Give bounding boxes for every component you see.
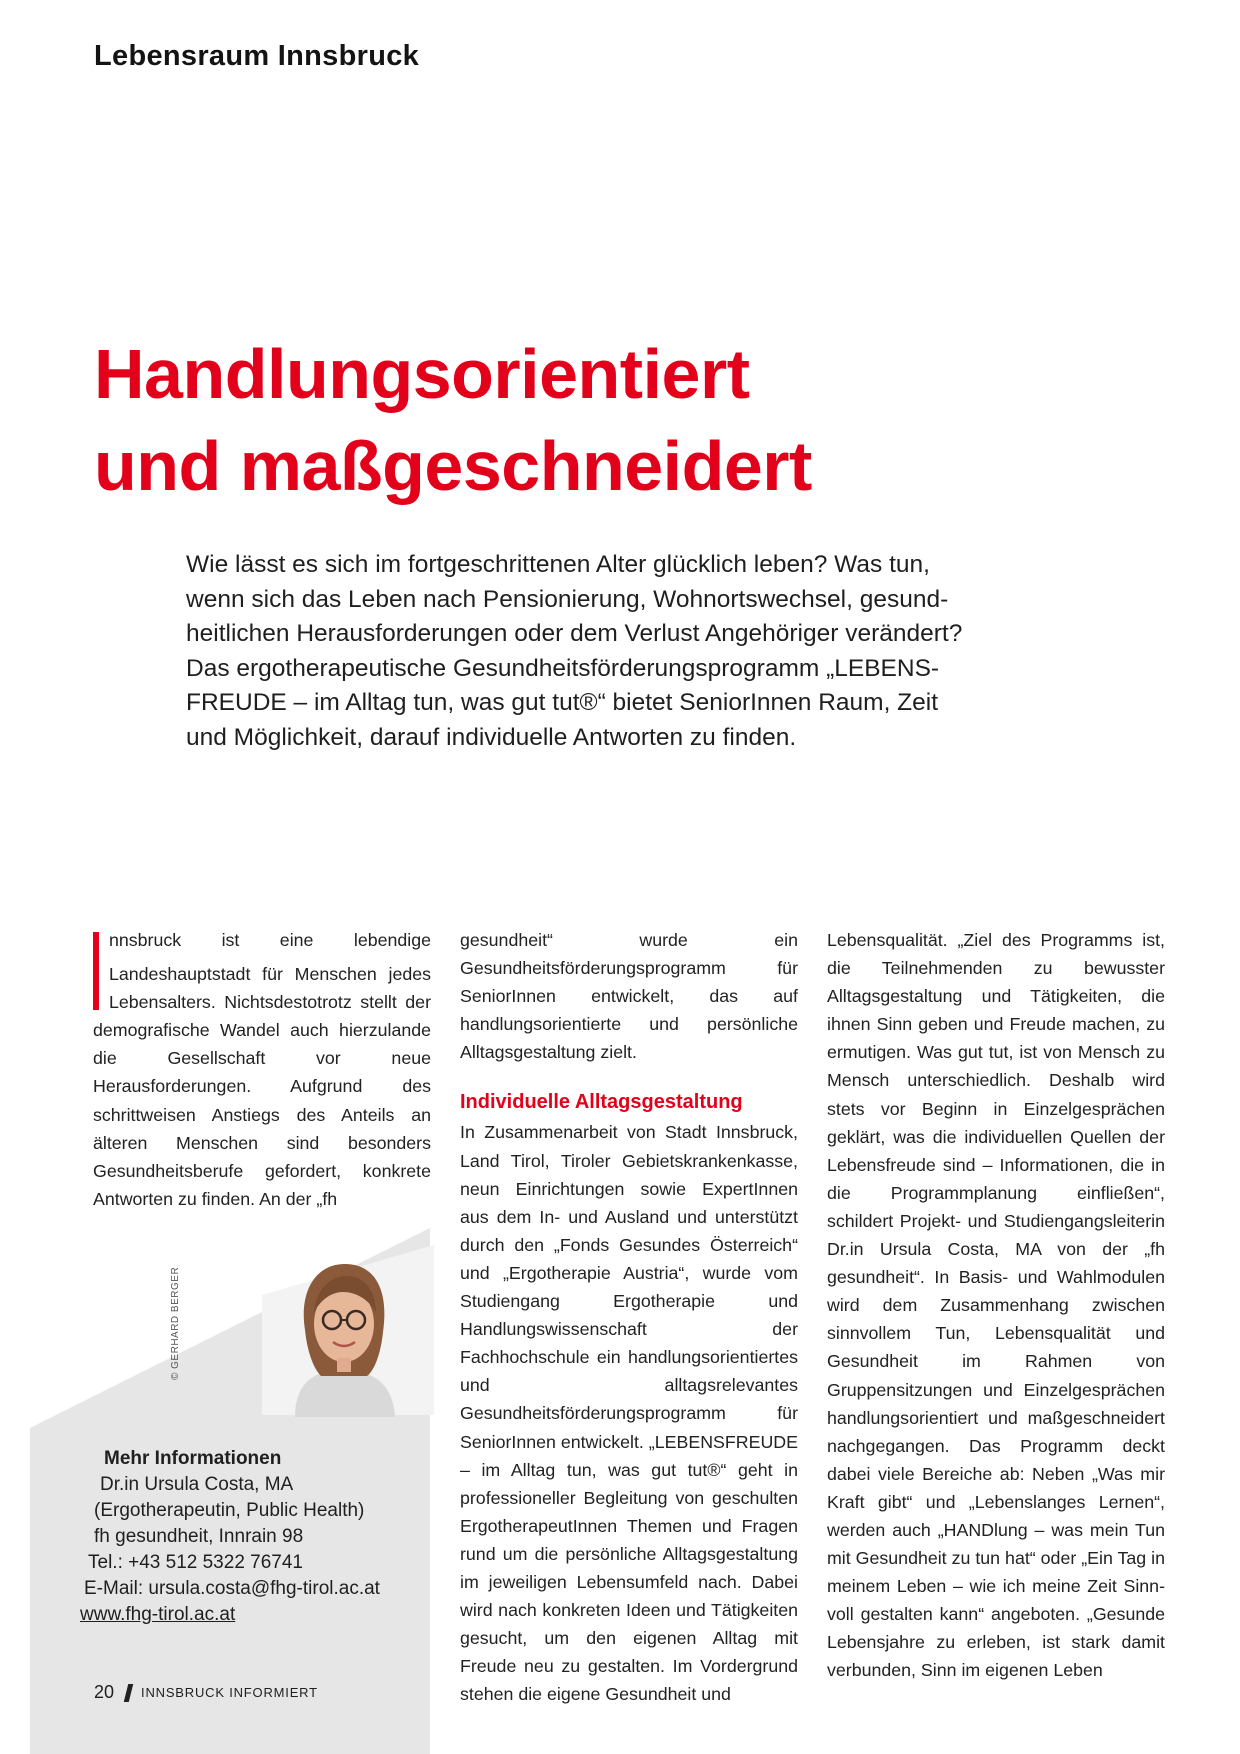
contact-address: fh gesundheit, Innrain 98 [94, 1526, 304, 1547]
lead-line: heitlichen Herausforderungen oder dem Verlust Angehöriger verändert? [186, 620, 963, 647]
website-link[interactable]: www.fhg-tirol.ac.at [80, 1604, 236, 1625]
contact-role: (Ergotherapeutin, Public Health) [94, 1500, 365, 1521]
lead-line: Das ergotherapeutische Gesundheitsförderungsprogramm „LEBENS- [186, 654, 940, 682]
article-column-2 [460, 926, 798, 1708]
column-2-intro: gesundheit“ wurde ein Gesundheitsförderungsprogramm für SeniorInnen entwickelt, das auf handlungsorientierte und persönliche Alltagsgestaltung zielt. [460, 930, 798, 1063]
lead-line: Wie lässt es sich im fortgeschrittenen Alter glücklich leben? Was tun, [186, 551, 930, 578]
headline-line-1: Handlungsorientiert [94, 335, 750, 413]
contact-phone[interactable]: Tel.: +43 512 5322 76741 [88, 1552, 303, 1573]
column-2-body: In Zusammenarbeit von Stadt Innsbruck, Land Tirol, Tiroler Gebietskrankenkasse, neun Einrichtungen sowie ExpertInnen aus dem In- und Ausland und unterstützt durch den „Fonds Gesundes Österreich“ und „Ergotherapie Austria“, wurde vom Studiengang Ergotherapie und Handlungswissenschaft der Fachhochschule ein handlungsorientiertes und alltagsrelevantes Gesundheitsförderungsprogramm für SeniorInnen entwickelt. „LEBENSFREUDE – im Alltag tun, was gut tut®“ geht in professioneller Begleitung von geschulten ErgotherapeutInnen Themen und Fragen rund um die persönliche Alltagsgestaltung im jeweiligen Lebensumfeld nach. Dabei wird nach konkreten Ideen und Tätigkeiten gesucht, um den eigenen Alltag mit Freude neu zu gestalten. Im Vordergrund stehen die eigene Gesundheit und [460, 1122, 798, 1705]
section-label: Lebensraum Innsbruck [94, 40, 420, 72]
subheading: Individuelle Alltagsgestaltung [460, 1091, 743, 1114]
lead-line: wenn sich das Leben nach Pensionierung, Wohnortswechsel, gesund- [186, 585, 949, 613]
contact-email[interactable]: E-Mail: ursula.costa@fhg-tirol.ac.at [84, 1578, 380, 1599]
info-title: Mehr Informationen [104, 1448, 282, 1469]
article-column-1 [93, 926, 431, 1213]
column-1-paragraph [93, 926, 431, 1213]
portrait-photo [255, 1242, 430, 1417]
lead-paragraph [186, 548, 1126, 755]
lead-line: und Möglichkeit, darauf individuelle Antworten zu finden. [186, 723, 797, 751]
article-column-3 [827, 926, 1165, 1685]
magazine-name: INNSBRUCK INFORMIERT [141, 1685, 318, 1700]
column-3-text: Lebensqualität. „Ziel des Programms ist, die Teilnehmenden zu bewusster Alltagsgestaltung und Tätigkeiten, die ihnen Sinn geben und Freude machen, zu ermutigen. Was gut tut, ist von Mensch zu Mensch unterschiedlich. Deshalb wird stets vor Beginn in Einzelgesprächen geklärt, was die individuellen Quellen der Lebensfreude sind – Informationen, die in die Programmplanung einfließen“, schildert Projekt- und Studiengangsleiterin Dr.in Ursula Costa, MA von der „fh gesundheit“. In Basis- und Wahlmodulen wird dem Zusammenhang zwischen sinnvollem Tun, Lebensqualität und Gesundheit im Rahmen von Gruppensitzungen und Einzelgesprächen handlungsorientiert und maßgeschneidert nachgegangen. Das Programm deckt dabei viele Bereiche ab: Neben „Was mir Kraft gibt“ und „Lebenslanges Lernen“, werden auch „HANDlung – was mein Tun mit Gesundheit zu tun hat“ oder „Ein Tag in meinem Leben – wie ich meine Zeit Sinn-voll gestalten kann“ angeboten. „Gesunde Lebensjahre zu erleben, ist stark damit verbunden, Sinn im eigenen Leben [827, 930, 1165, 1681]
contact-name: Dr.in Ursula Costa, MA [100, 1474, 294, 1495]
page-footer [94, 1682, 318, 1703]
headline-line-2: und maßgeschneidert [94, 427, 812, 505]
page-number: 20 [94, 1682, 115, 1702]
headline [94, 328, 1174, 512]
info-box [80, 1446, 420, 1628]
dropcap-bar [93, 932, 99, 1010]
footer-slash [124, 1684, 133, 1702]
column-1-text: nnsbruck ist eine lebendige Landeshauptstadt für Menschen jedes Lebensalters. Nichtsdestotrotz stellt der demografische Wandel auch hierzulande die Gesellschaft vor neue Herausforderungen. Aufgrund des schrittweisen Anstiegs des Anteils an älteren Menschen sind besonders Gesundheitsberufe gefordert, konkrete Antworten zu finden. An der „fh [93, 930, 431, 1209]
photo-credit: © GERHARD BERGER [170, 1266, 181, 1380]
lead-line: FREUDE – im Alltag tun, was gut tut®“ bietet SeniorInnen Raum, Zeit [186, 689, 939, 716]
